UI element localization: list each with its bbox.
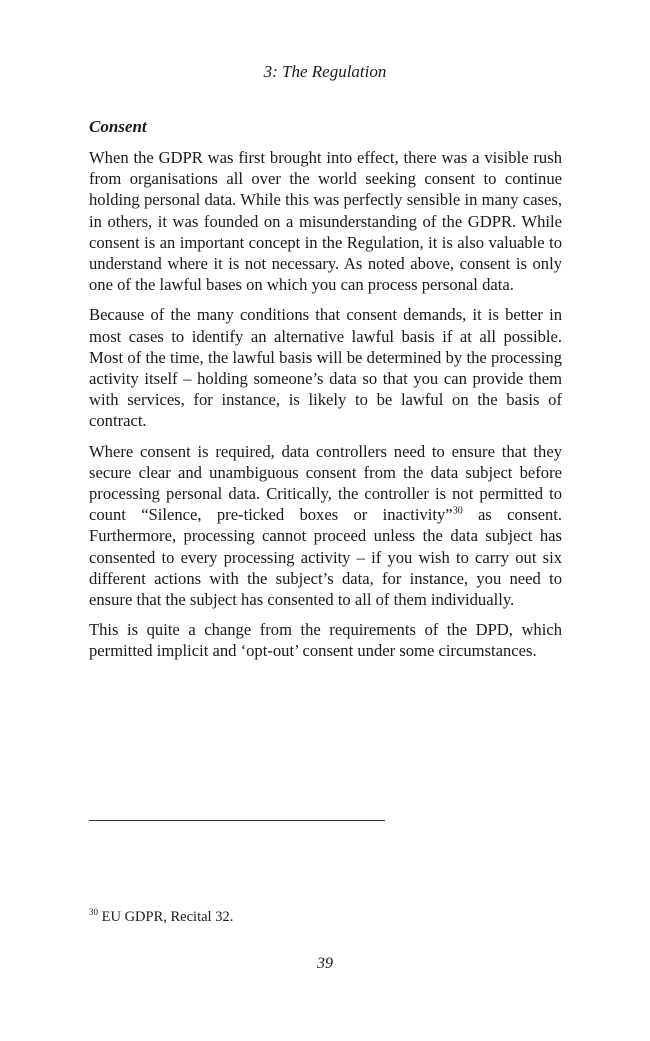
footnote-text: EU GDPR, Recital 32. (98, 909, 234, 925)
footnote-number: 30 (89, 907, 98, 918)
paragraph-2: Because of the many conditions that consent demands, it is better in most cases to identify an alternative lawful basis if at all possible. Most of the time, the lawful basis will be determined by the processing activity itself – holding someone’s data so that you can provide them with services, for instance, is likely to be lawful on the basis of contract. (89, 305, 562, 431)
footnote-reference: 30 (452, 505, 463, 517)
footnote (89, 908, 233, 926)
page-number: 39 (317, 955, 333, 972)
paragraph-3-text-before: Where consent is required, data controllers need to ensure that they secure clear and unambiguous consent from the data subject before processing personal data. Critically, the controller is not permitted to count “Silence, pre-ticked boxes or inactivity” (89, 441, 562, 525)
paragraph-1: When the GDPR was first brought into effect, there was a visible rush from organisations all over the world seeking consent to continue holding personal data. While this was perfectly sensible in many cases, in others, it was founded on a misunderstanding of the GDPR. While consent is an important concept in the Regulation, it is also valuable to understand where it is not necessary. As noted above, consent is only one of the lawful bases on which you can process personal data. (89, 148, 562, 295)
paragraph-4: This is quite a change from the requirements of the DPD, which permitted implicit and ‘opt-out’ consent under some circumstances. (89, 620, 562, 661)
body-text (89, 117, 562, 671)
paragraph-3 (89, 441, 562, 611)
paragraph-3-text-after: as consent. Furthermore, processing cannot proceed unless the data subject has consented to every processing activity – if you wish to carry out six different actions with the subject’s data, for instance, you need to ensure that the subject has consented to all of them individually. (89, 505, 562, 610)
running-header: 3: The Regulation (263, 62, 387, 81)
section-title: Consent (89, 117, 147, 136)
footnote-divider (89, 820, 385, 821)
